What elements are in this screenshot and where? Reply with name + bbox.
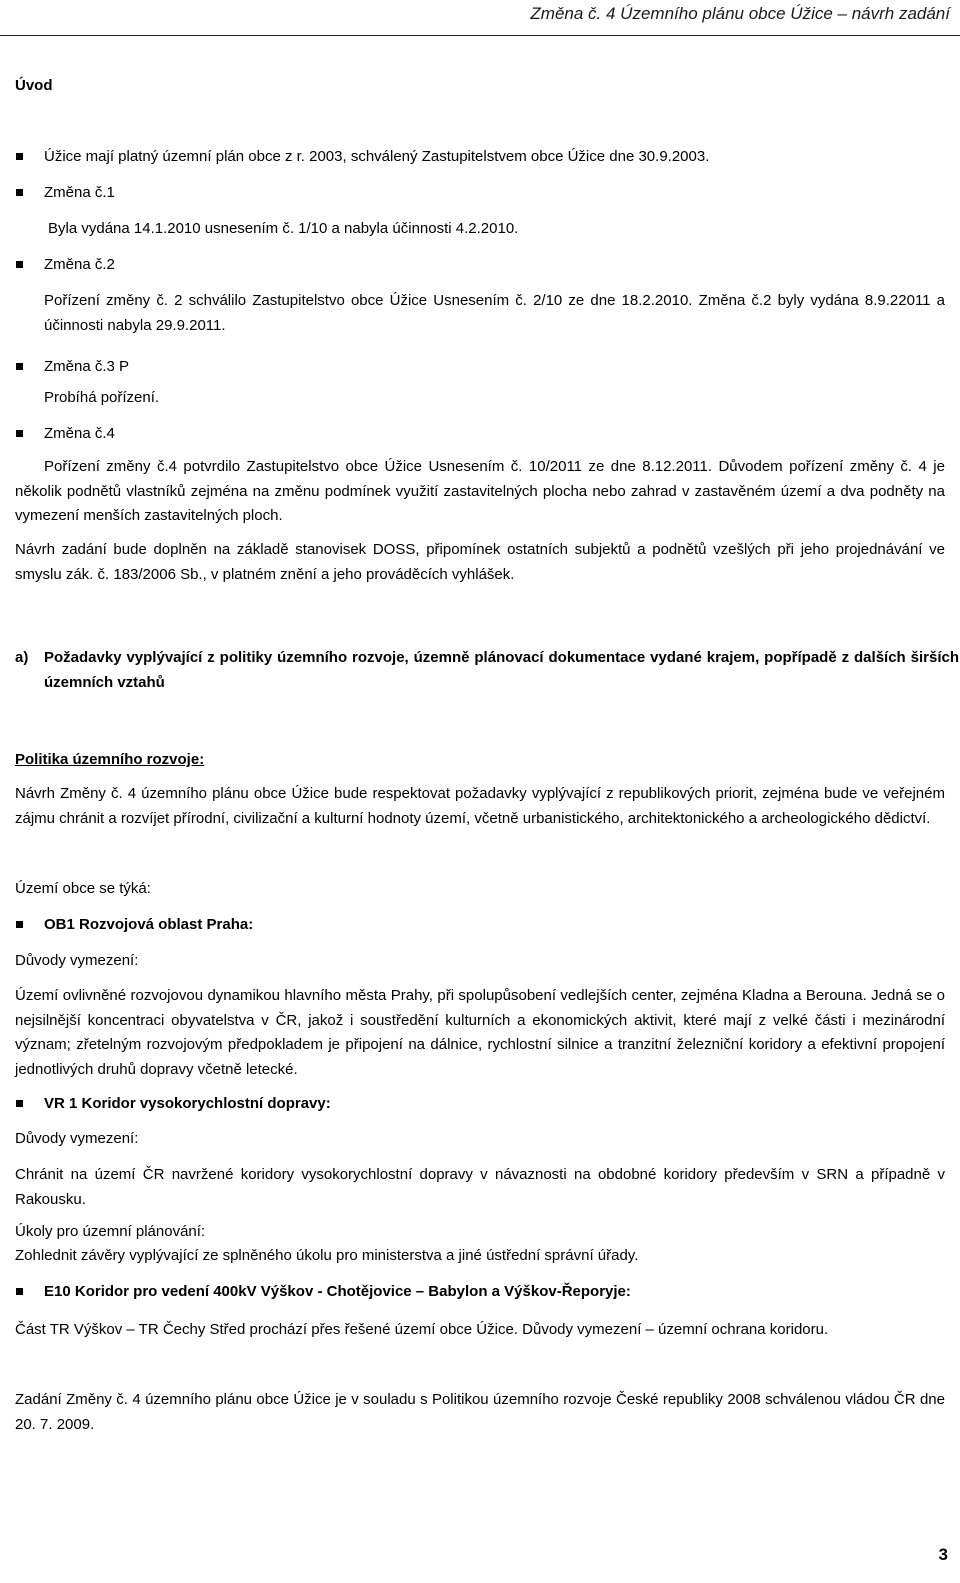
intro-item-5-detail: Pořízení změny č.4 potvrdilo Zastupitelstvo obce Úžice Usnesením č. 10/2011 ze dne 8.12.2011. Důvodem pořízení změny č. 4 je několik podnětů vlastníků zejména na změnu podmínek využití zastavitelných plocha nebo zahrad v zastavěném území a dva podněty na vymezení menších zastavitelných ploch. (15, 458, 945, 524)
policy-conclusion: Zadání Změny č. 4 územního plánu obce Úžice je v souladu s Politikou územního rozvoje České republiky 2008 schválenou vládou ČR dne 20. 7. 2009. (15, 1391, 945, 1433)
page-number: 3 (938, 1545, 948, 1564)
bullet-icon (16, 430, 23, 437)
bullet-icon (16, 363, 23, 370)
bullet-icon (16, 1288, 23, 1295)
document-header-title: Změna č. 4 Územního plánu obce Úžice – návrh zadání (530, 4, 950, 23)
vr1-tasks-label: Úkoly pro územní plánování: (15, 1223, 206, 1240)
intro-item-2-label: Změna č.1 (44, 184, 115, 201)
ob1-title: OB1 Rozvojová oblast Praha: (44, 916, 254, 933)
section-a-title: Požadavky vyplývající z politiky územního rozvoje, územně plánovací dokumentace vydané krajem, popřípadě z dalších širších územních vztahů (44, 649, 959, 691)
vr1-title: VR 1 Koridor vysokorychlostní dopravy: (44, 1095, 331, 1112)
intro-heading: Úvod (15, 77, 53, 94)
e10-text: Část TR Výškov – TR Čechy Střed prochází přes řešené území obce Úžice. Důvody vymezení – územní ochrana koridoru. (15, 1321, 829, 1338)
bullet-icon (16, 261, 23, 268)
ob1-reasons-label: Důvody vymezení: (15, 952, 139, 969)
vr1-reasons: Chránit na území ČR navržené koridory vysokorychlostní dopravy v návaznosti na obdobné koridory především v SRN a případně v Rakousku. (15, 1166, 945, 1208)
bullet-icon (16, 153, 23, 160)
bullet-icon (16, 921, 23, 928)
bullet-icon (16, 1100, 23, 1107)
intro-item-3-detail: Pořízení změny č. 2 schválilo Zastupitelstvo obce Úžice Usnesením č. 2/10 ze dne 18.2.2010. Změna č.2 byly vydána 8.9.22011 a účinnosti nabyla 29.9.2011. (44, 292, 945, 334)
policy-intro: Návrh Změny č. 4 územního plánu obce Úžice bude respektovat požadavky vyplývající z republikových priorit, zejména bude ve veřejném zájmu chránit a rozvíjet přírodní, civilizační a kulturní hodnoty území, včetně urbanistického, architektonického a archeologického dědictví. (15, 785, 945, 827)
section-a-heading (15, 646, 959, 698)
ob1-reasons: Území ovlivněné rozvojovou dynamikou hlavního města Prahy, při spolupůsobení vedlejších center, zejména Kladna a Berouna. Jedná se o nejsilnější koncentraci obyvatelstva v ČR, jakož i soustředění kulturních a ekonomických aktivit, které mají z velké části i mezinárodní význam; zřetelným rozvojovým předpokladem je připojení na dálnice, rychlostní silnice a tranzitní železniční koridory a efektivní propojení jednotlivých druhů dopravy včetně letecké. (15, 987, 945, 1078)
e10-title: E10 Koridor pro vedení 400kV Výškov - Chotějovice – Babylon a Výškov-Řeporyje: (44, 1283, 631, 1300)
intro-item-2-detail: Byla vydána 14.1.2010 usnesením č. 1/10 a nabyla účinnosti 4.2.2010. (48, 220, 519, 237)
intro-note: Návrh zadání bude doplněn na základě stanovisek DOSS, připomínek ostatních subjektů a podnětů vzešlých při jeho projednávání ve smyslu zák. č. 183/2006 Sb., v platném znění a jeho prováděcích vyhlášek. (15, 541, 945, 583)
bullet-icon (16, 189, 23, 196)
policy-heading: Politika územního rozvoje: (15, 751, 205, 768)
section-a-label: a) (15, 649, 29, 666)
vr1-reasons-label: Důvody vymezení: (15, 1130, 139, 1147)
intro-item-4-detail: Probíhá pořízení. (44, 389, 160, 406)
vr1-tasks: Zohlednit závěry vyplývající ze splněného úkolu pro ministerstva a jiné ústřední správní úřady. (15, 1247, 639, 1264)
intro-item-4-label: Změna č.3 P (44, 358, 130, 375)
intro-item-5-label: Změna č.4 (44, 425, 115, 442)
intro-item-1: Úžice mají platný územní plán obce z r. 2003, schválený Zastupitelstvem obce Úžice dne 30.9.2003. (44, 148, 710, 165)
policy-concerns: Území obce se týká: (15, 880, 151, 897)
intro-item-3-label: Změna č.2 (44, 256, 115, 273)
header-divider (0, 35, 960, 36)
